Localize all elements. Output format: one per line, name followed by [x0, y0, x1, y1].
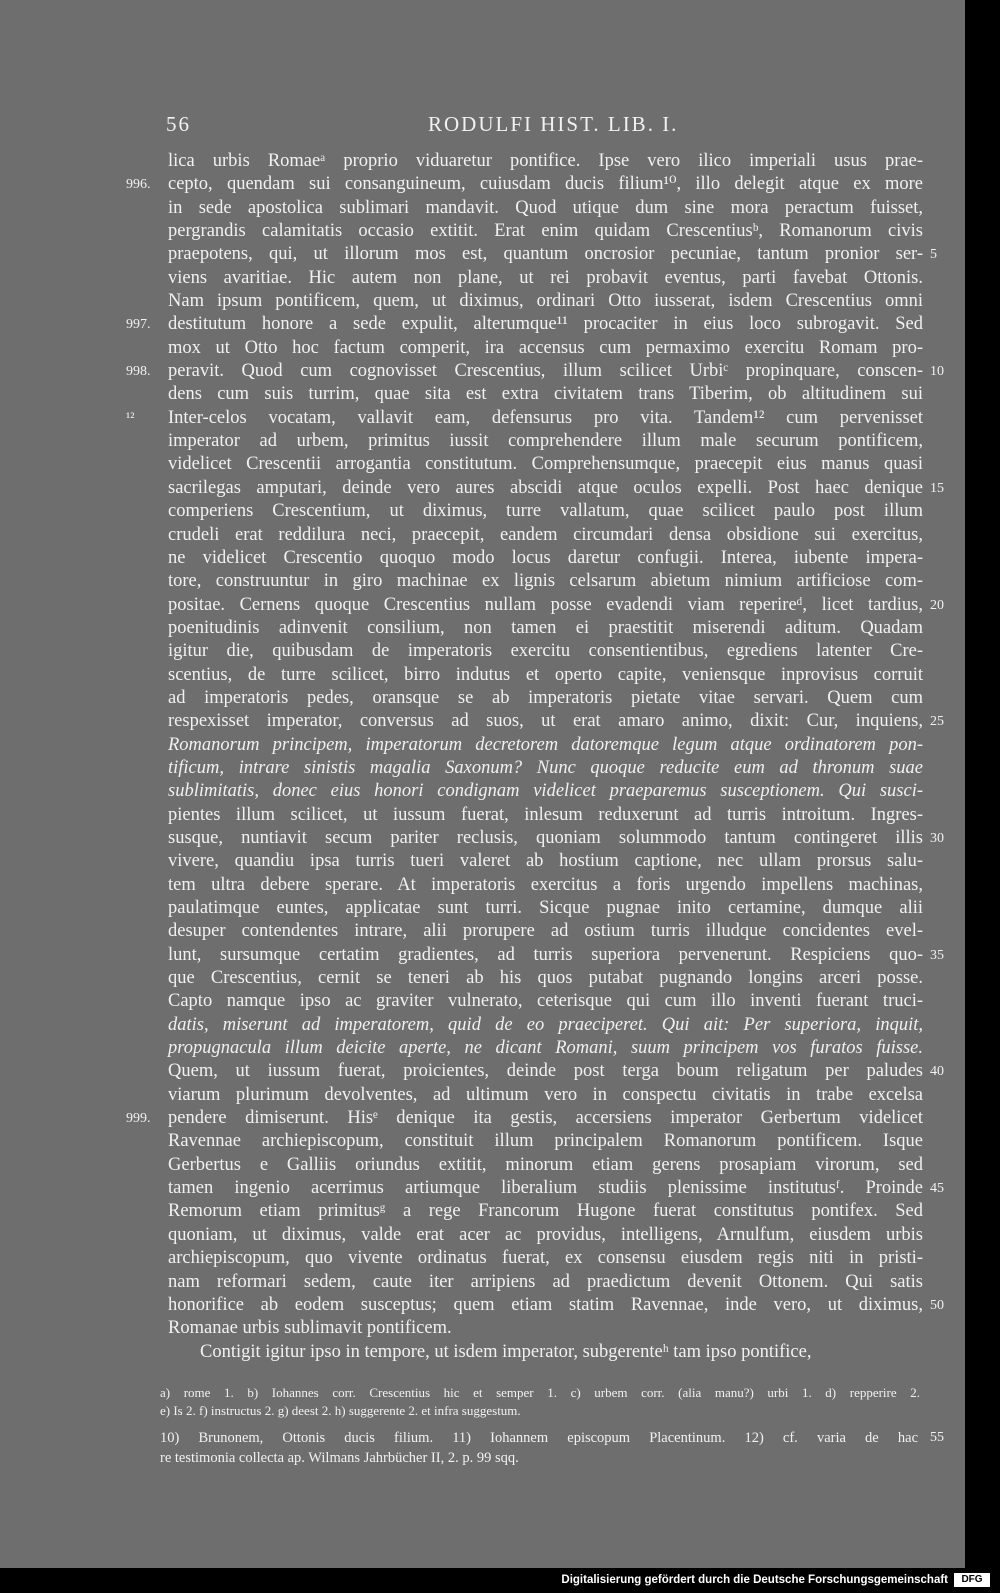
- text-line: [0, 1177, 965, 1200]
- text-line: [0, 664, 965, 687]
- funding-credit: Digitalisierung gefördert durch die Deutsche Forschungsgemeinschaft: [561, 1574, 948, 1586]
- line-text: nam reformari sedem, caute iter arripiens ad praedictum devenit Ottonem. Qui satis: [168, 1271, 923, 1292]
- line-text: tamen ingenio acerrimus artiumque liberalium studiis plenissime institutusᶠ. Proinde: [168, 1178, 923, 1199]
- text-line: [0, 757, 965, 780]
- running-title: RODULFI HIST. LIB. I.: [428, 112, 679, 136]
- line-text: Quem, ut iussum fuerat, proicientes, deinde post terga boum religatum per paludes: [168, 1061, 923, 1082]
- text-line: [0, 290, 965, 313]
- line-text: Contigit igitur ipso in tempore, ut isdem imperator, subgerenteʰ tam ipso pontifice,: [200, 1341, 812, 1362]
- text-line: [0, 710, 965, 733]
- line-text: Remorum etiam primitusᵍ a rege Francorum Hugone fuerat constitutus pontifex. Sed: [168, 1201, 923, 1222]
- text-line: [0, 617, 965, 640]
- text-line: [0, 780, 965, 803]
- line-text: sacrilegas amputari, deinde vero aures abscidi atque oculos expelli. Post haec denique: [168, 477, 923, 498]
- line-text: Romanorum principem, imperatorum decretorem datoremque legum atque ordinatorem pon-: [168, 734, 923, 755]
- line-text: mox ut Otto hoc factum comperit, ira accensus cum permaximo exercitu Romam pro-: [168, 337, 923, 358]
- text-line: [0, 547, 965, 570]
- line-text: cepto, quendam sui consanguineum, cuiusdam ducis filium¹⁰, illo delegit atque ex more: [168, 174, 923, 195]
- text-line: [0, 267, 965, 290]
- text-line: [0, 220, 965, 243]
- line-text: quoniam, ut diximus, valde erat acer ac providus, intelligens, Arnulfum, eiusdem urbis: [168, 1224, 923, 1245]
- text-line: [0, 1107, 965, 1130]
- line-text: pendere dimiserunt. Hisᵉ denique ita gestis, accersiens imperator Gerbertum videlicet: [168, 1108, 923, 1129]
- line-text: dens cum suis turrim, quae sita est extra civitatem trans Tiberim, ob altitudinem sui: [168, 384, 923, 405]
- text-line: [0, 500, 965, 523]
- line-text: tem ultra debere sperare. At imperatoris exercitus a foris urgendo impellens machinas,: [168, 874, 923, 895]
- text-line: [0, 173, 965, 196]
- line-text: peravit. Quod cum cognovisset Crescentius, illum scilicet Urbiᶜ propinquare, conscen-: [168, 361, 923, 382]
- footnote-text: 10) Brunonem, Ottonis ducis filium. 11) Iohannem episcopum Placentinum. 12) cf. varia de hac: [160, 1430, 918, 1446]
- line-text: respexisset imperator, conversus ad suos, ut erat amaro animo, dixit: Cur, inquiens,: [168, 711, 923, 732]
- line-text: Nam ipsum pontificem, quem, ut diximus, ordinari Otto iusserat, isdem Crescentius omni: [168, 291, 923, 312]
- line-text: viarum plurimum devolventes, ad ultimum vero in conspectu civitatis in trabe excelsa: [168, 1084, 923, 1105]
- main-text: [0, 150, 965, 1364]
- text-line: [0, 243, 965, 266]
- line-text: pergrandis calamitatis occasio extitit. Erat enim quidam Crescentiusᵇ, Romanorum civis: [168, 221, 923, 242]
- line-number: 35: [930, 947, 944, 963]
- line-text: pientes illum scilicet, ut iussum fuerat, inlesum reduxerunt ad turris introitum. Ingres-: [168, 804, 923, 825]
- text-line: [0, 944, 965, 967]
- line-text: ad imperatoris pedes, oransque se ab imperatoris pietate vitae servari. Quem cum: [168, 687, 923, 708]
- line-text: paulatimque euntes, applicatae sunt turri. Sicque pugnae inito certamine, dumque alii: [168, 898, 923, 918]
- text-line: [0, 967, 965, 990]
- text-line: [0, 1084, 965, 1107]
- line-number: 45: [930, 1181, 944, 1197]
- text-line: [0, 313, 965, 336]
- margin-year: 998.: [126, 364, 151, 380]
- text-line: [0, 687, 965, 710]
- apparatus-text: e) Is 2. f) instructus 2. g) deest 2. h) suggerente 2. et infra suggestum.: [160, 1403, 521, 1418]
- text-line: [0, 640, 965, 663]
- line-text: Capto namque ipso ac graviter vulnerato, ceterisque qui cum illo inventi fuerant truci-: [168, 991, 923, 1012]
- text-line: [0, 897, 965, 920]
- text-line: [0, 360, 965, 383]
- line-text: praepotens, qui, ut illorum mos est, quantum oncrosior pecuniae, tantum pronior ser-: [168, 244, 923, 265]
- line-text: tificum, intrare sinistis magalia Saxonum? Nunc quoque reducite eum ad thronum suae: [168, 757, 923, 778]
- text-line: [0, 1294, 965, 1317]
- line-text: tore, construuntur in giro machinae ex lignis celsarum abietum nimium artificiose com-: [168, 571, 923, 592]
- text-line: [0, 594, 965, 617]
- text-line: [0, 1200, 965, 1223]
- line-text: scentius, de turre scilicet, birro indutus et operto capite, veniensque inprovisus corruit: [168, 664, 923, 685]
- apparatus-line: [0, 1402, 965, 1420]
- text-line: [0, 1224, 965, 1247]
- text-line: [0, 1037, 965, 1060]
- footnotes: [0, 1428, 965, 1468]
- running-head: [0, 112, 965, 142]
- line-text: Inter-celos vocatam, vallavit eam, defensurus pro vita. Tandem¹² cum pervenisset: [168, 407, 923, 428]
- text-line: [0, 920, 965, 943]
- text-line: [0, 1130, 965, 1153]
- footnote-line: [0, 1428, 965, 1448]
- line-text: desuper contendentes intrare, alii prorupere ad ostium turris illudque concidentes evel-: [168, 921, 923, 942]
- line-text: archiepiscopum, quo vivente ordinatus fuerat, ex consensu eiusdem regis niti in pristi-: [168, 1248, 923, 1269]
- line-text: positae. Cernens quoque Crescentius nullam posse evadendi viam reperireᵈ, licet tardius,: [168, 594, 923, 615]
- text-line: [0, 990, 965, 1013]
- text-line: [0, 407, 965, 430]
- text-line: [0, 197, 965, 220]
- text-line: [0, 1154, 965, 1177]
- line-text: lica urbis Romaeᵃ proprio viduaretur pontifice. Ipse vero ilico imperiali usus prae-: [168, 151, 923, 171]
- line-text: comperiens Crescentium, ut diximus, turre vallatum, quae scilicet paulo post illum: [168, 501, 923, 522]
- page-number: 56: [166, 112, 191, 136]
- apparatus-text: a) rome 1. b) Iohannes corr. Crescentius hic et semper 1. c) urbem corr. (alia manu?) urbi 1. d) repperire 2.: [160, 1385, 920, 1400]
- line-number: 30: [930, 830, 944, 846]
- margin-year: 997.: [126, 317, 151, 333]
- text-line: [0, 1271, 965, 1294]
- line-text: Gerbertus e Galliis oriundus extitit, minorum etiam gerens prosapiam virorum, sed: [168, 1154, 923, 1175]
- text-line: [0, 150, 965, 173]
- text-line: [0, 827, 965, 850]
- line-text: que Crescentius, cernit se teneri ab his quos putabat pugnando longins arceri posse.: [168, 968, 923, 989]
- line-text: Romanae urbis sublimavit pontificem.: [168, 1318, 452, 1339]
- line-text: destitutum honore a sede expulit, alterumque¹¹ procaciter in eius loco subrogavit. Sed: [168, 314, 923, 335]
- footer-bar: [0, 1568, 1000, 1593]
- text-line: [0, 570, 965, 593]
- line-text: igitur die, quibusdam de imperatoris exercitu consentientibus, egrediens latenter Cre-: [168, 641, 923, 662]
- line-text: imperator ad urbem, primitus iussit comprehendere illum male securum pontificem,: [168, 431, 923, 452]
- line-text: videlicet Crescentii arrogantia constitutum. Comprehensumque, praecepit eius manus quasi: [168, 454, 923, 475]
- margin-year: 999.: [126, 1111, 151, 1127]
- line-number: 25: [930, 714, 944, 730]
- text-line: [0, 1247, 965, 1270]
- text-line: [0, 1014, 965, 1037]
- text-line: [0, 430, 965, 453]
- line-text: crudeli erat reddilura neci, praecepit, eandem circumdari densa obsidione sui exercitus,: [168, 524, 923, 545]
- footnote-line: [0, 1448, 965, 1468]
- footnote-text: re testimonia collecta ap. Wilmans Jahrbücher II, 2. p. 99 sqq.: [160, 1450, 519, 1466]
- line-number: 5: [930, 247, 937, 263]
- line-text: Ravennae archiepiscopum, constituit illum principalem Romanorum pontificem. Isque: [168, 1131, 923, 1152]
- critical-apparatus: [0, 1384, 965, 1420]
- line-number: 15: [930, 480, 944, 496]
- text-line: [0, 874, 965, 897]
- line-text: honorifice ab eodem susceptus; quem etiam statim Ravennae, inde vero, ut diximus,: [168, 1294, 923, 1315]
- line-text: in sede apostolica sublimari mandavit. Quod utique dum sine mora peractum fuisset,: [168, 197, 923, 218]
- text-line: [0, 1060, 965, 1083]
- line-text: susque, nuntiavit secum pariter reclusis, quoniam solummodo tantum contingeret illis: [168, 827, 923, 848]
- line-text: viens avaritiae. Hic autem non plane, ut rei probavit eventus, parti favebat Ottonis.: [168, 267, 923, 288]
- text-line: [0, 1341, 965, 1364]
- text-line: [0, 850, 965, 873]
- text-line: [0, 453, 965, 476]
- dfg-logo: DFG: [954, 1573, 990, 1587]
- text-line: [0, 804, 965, 827]
- line-number: 10: [930, 364, 944, 380]
- text-line: [0, 734, 965, 757]
- line-text: ne videlicet Crescentio quoquo modo locus daretur confugii. Interea, iubente impera-: [168, 547, 923, 568]
- line-text: poenitudinis adinvenit consilium, non tamen ei praestitit miserendi aditum. Quadam: [168, 617, 923, 638]
- line-text: vivere, quandiu ipsa turris tueri valeret ab hostium captione, nec ullam prorsus salu-: [168, 851, 923, 872]
- line-text: propugnacula illum deicite aperte, ne dicant Romani, suum principem vos furatos fuisse.: [168, 1038, 923, 1059]
- text-line: [0, 477, 965, 500]
- line-text: datis, miserunt ad imperatorem, quid de eo praeciperet. Qui ait: Per superiora, inquit,: [168, 1014, 923, 1035]
- margin-year: 996.: [126, 177, 151, 193]
- text-line: [0, 383, 965, 406]
- line-number: 40: [930, 1064, 944, 1080]
- line-text: lunt, sursumque certatim gradientes, ad turris superiora pervenerunt. Respiciens quo-: [168, 944, 923, 965]
- text-line: [0, 1317, 965, 1340]
- line-text: sublimitatis, donec eius honori condignam videlicet praeparemus susceptionem. Qui susci-: [168, 781, 923, 802]
- line-number: 50: [930, 1297, 944, 1313]
- line-number: 20: [930, 597, 944, 613]
- apparatus-line: [0, 1384, 965, 1402]
- margin-year: ¹²: [126, 410, 135, 426]
- text-line: [0, 337, 965, 360]
- line-number: 55: [930, 1430, 944, 1445]
- text-line: [0, 524, 965, 547]
